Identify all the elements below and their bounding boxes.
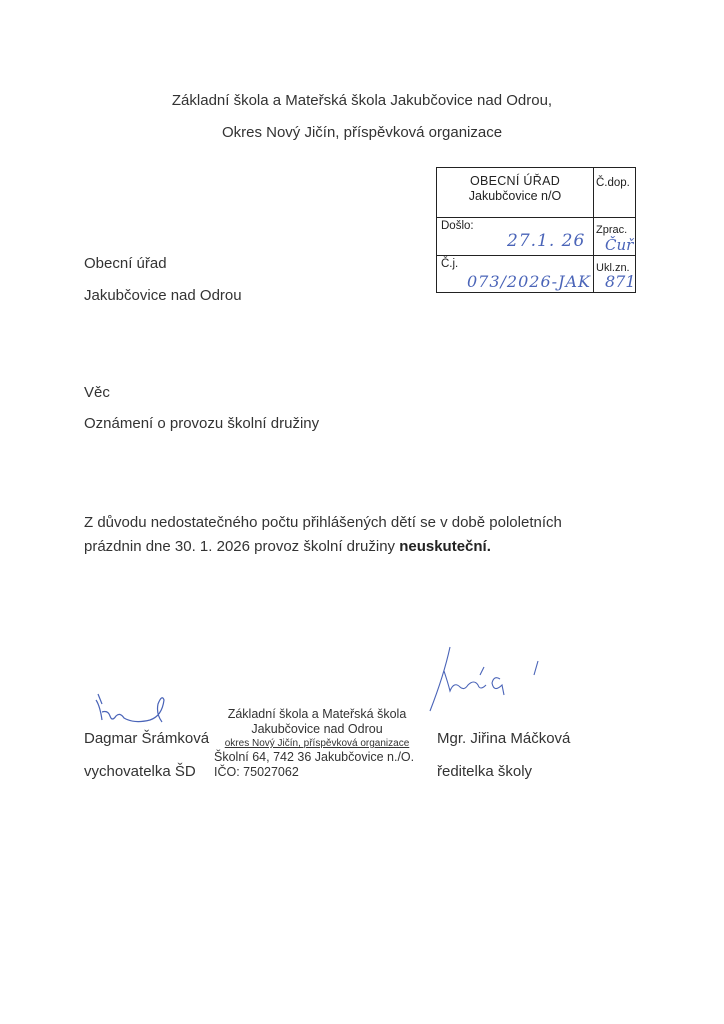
signature-right-icon — [420, 645, 560, 715]
school-name-header: Základní škola a Mateřská škola Jakubčovice nad Odrou, — [171, 92, 553, 109]
stamp-divider — [437, 217, 635, 218]
stamp-cdop-label: Č.dop. — [596, 177, 630, 189]
seal-line-2: Jakubčovice nad Odrou — [251, 722, 383, 736]
stamp-uklzn-label: Ukl.zn. — [596, 262, 630, 274]
signatory-right-role: ředitelka školy — [437, 763, 533, 780]
seal-line-3: okres Nový Jičín, příspěvková organizace — [224, 738, 410, 749]
signatory-left-name: Dagmar Šrámková — [84, 730, 210, 747]
stamp-zprac-label: Zprac. — [596, 224, 628, 236]
school-district-header: Okres Nový Jičín, příspěvková organizace — [221, 124, 503, 141]
signatory-right-name: Mgr. Jiřina Máčková — [437, 730, 571, 747]
stamp-cj-value: 073/2026-JAK — [467, 272, 591, 291]
seal-line-5: IČO: 75027062 — [214, 765, 299, 779]
registry-stamp — [436, 167, 636, 293]
stamp-doslo-value: 27.1. 26 — [507, 231, 586, 251]
school-seal-stamp — [212, 707, 422, 780]
stamp-uklzn-value: 871 — [605, 272, 636, 291]
subject-text: Oznámení o provozu školní družiny — [84, 415, 320, 432]
seal-line-1: Základní škola a Mateřská škola — [227, 707, 407, 721]
body-line-2-text: prázdnin dne 30. 1. 2026 provoz školní družiny — [84, 538, 400, 555]
stamp-zprac-value: Čuř — [605, 236, 634, 254]
stamp-office-place: Jakubčovice n/O — [468, 189, 562, 203]
stamp-divider — [437, 255, 635, 256]
subject-label: Věc — [84, 384, 110, 401]
signature-left-icon — [90, 690, 180, 732]
stamp-doslo-label: Došlo: — [441, 220, 474, 232]
stamp-divider — [593, 168, 594, 292]
signatory-left-role: vychovatelka ŠD — [84, 763, 196, 780]
seal-line-4: Školní 64, 742 36 Jakubčovice n./O. — [214, 750, 415, 764]
recipient-line-2: Jakubčovice nad Odrou — [84, 287, 242, 304]
stamp-cj-label: Č.j. — [441, 258, 459, 270]
stamp-office-name: OBECNÍ ÚŘAD — [469, 174, 561, 188]
body-emphasis: neuskuteční. — [399, 538, 491, 555]
recipient-line-1: Obecní úřad — [84, 255, 167, 272]
body-line-2 — [84, 538, 491, 555]
body-line-1: Z důvodu nedostatečného počtu přihlášených dětí se v době pololetních — [84, 514, 562, 531]
